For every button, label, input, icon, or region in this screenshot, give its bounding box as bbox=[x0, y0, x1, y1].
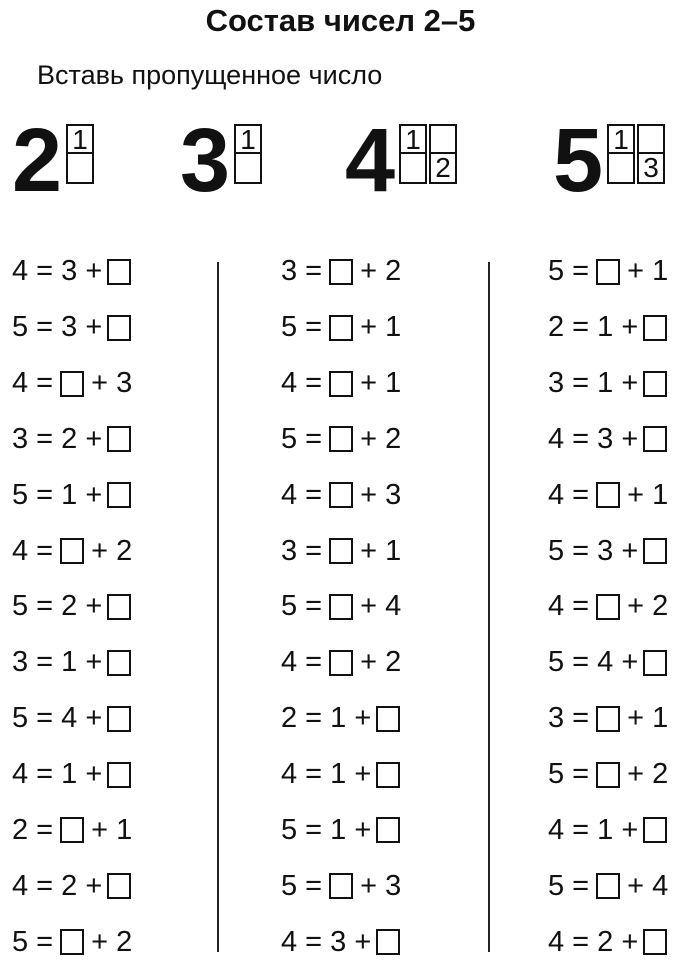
equation-row bbox=[548, 244, 668, 300]
answer-box[interactable] bbox=[329, 426, 353, 452]
equation-right: + 1 bbox=[360, 367, 402, 400]
equation-row bbox=[12, 802, 132, 858]
answer-box[interactable] bbox=[643, 426, 667, 452]
equation-left: 4 = bbox=[548, 590, 590, 623]
equation-row bbox=[281, 914, 401, 970]
answer-box[interactable] bbox=[60, 538, 84, 564]
equation-left: 2 = 1 + bbox=[548, 311, 639, 344]
equation-row bbox=[281, 858, 401, 914]
equation-left: 3 = bbox=[281, 534, 323, 567]
equation-row bbox=[12, 691, 132, 747]
equation-left: 3 = 1 + bbox=[548, 367, 639, 400]
equation-row bbox=[548, 579, 668, 635]
equation-row bbox=[12, 747, 132, 803]
answer-box[interactable] bbox=[329, 371, 353, 397]
equation-row bbox=[548, 300, 668, 356]
equation-left: 5 = 4 + bbox=[12, 702, 103, 735]
equation-left: 5 = bbox=[281, 869, 323, 902]
answer-box[interactable] bbox=[107, 650, 131, 676]
equation-row bbox=[281, 802, 401, 858]
equation-row bbox=[12, 523, 132, 579]
equation-left: 4 = bbox=[281, 478, 323, 511]
answer-box[interactable] bbox=[643, 538, 667, 564]
house-cell[interactable]: 3 bbox=[637, 154, 665, 184]
answer-box[interactable] bbox=[107, 259, 131, 285]
answer-box[interactable] bbox=[60, 929, 84, 955]
equation-right: + 1 bbox=[91, 813, 133, 846]
equation-row bbox=[281, 356, 401, 412]
house-cell[interactable]: 1 bbox=[234, 124, 262, 154]
house-number: 4 bbox=[345, 111, 396, 211]
equation-left: 5 = bbox=[281, 422, 323, 455]
equation-row bbox=[548, 635, 668, 691]
house-column bbox=[66, 124, 94, 184]
equation-left: 4 = 1 + bbox=[12, 758, 103, 791]
equation-right: + 3 bbox=[360, 869, 402, 902]
answer-box[interactable] bbox=[596, 594, 620, 620]
answer-box[interactable] bbox=[329, 594, 353, 620]
equation-left: 4 = bbox=[281, 646, 323, 679]
answer-box[interactable] bbox=[596, 873, 620, 899]
equation-right: + 1 bbox=[627, 255, 669, 288]
answer-box[interactable] bbox=[107, 762, 131, 788]
equation-right: + 3 bbox=[91, 367, 133, 400]
equation-right: + 4 bbox=[360, 590, 402, 623]
house-cell[interactable] bbox=[399, 154, 427, 184]
house-cell[interactable] bbox=[429, 124, 457, 154]
equation-left: 4 = 1 + bbox=[548, 813, 639, 846]
answer-box[interactable] bbox=[376, 817, 400, 843]
equation-left: 5 = bbox=[548, 869, 590, 902]
equation-row bbox=[281, 467, 401, 523]
equation-column-2 bbox=[281, 244, 401, 970]
equation-row bbox=[548, 412, 668, 468]
equation-row bbox=[548, 356, 668, 412]
equation-left: 2 = bbox=[12, 813, 54, 846]
equation-row bbox=[548, 914, 668, 970]
instruction-text: Вставь пропущенное число bbox=[37, 60, 383, 90]
equation-right: + 4 bbox=[627, 869, 669, 902]
answer-box[interactable] bbox=[596, 706, 620, 732]
equation-row bbox=[281, 579, 401, 635]
equation-row bbox=[548, 747, 668, 803]
equation-right: + 2 bbox=[91, 925, 133, 958]
equation-column-1 bbox=[12, 244, 132, 970]
answer-box[interactable] bbox=[329, 650, 353, 676]
house-cell[interactable] bbox=[234, 154, 262, 184]
answer-box[interactable] bbox=[643, 371, 667, 397]
answer-box[interactable] bbox=[643, 315, 667, 341]
answer-box[interactable] bbox=[596, 762, 620, 788]
answer-box[interactable] bbox=[329, 538, 353, 564]
answer-box[interactable] bbox=[60, 371, 84, 397]
equation-row bbox=[12, 579, 132, 635]
answer-box[interactable] bbox=[329, 482, 353, 508]
house-column bbox=[607, 124, 635, 184]
house-column bbox=[637, 124, 665, 184]
equation-left: 3 = 2 + bbox=[12, 422, 103, 455]
equation-row bbox=[281, 244, 401, 300]
answer-box[interactable] bbox=[107, 315, 131, 341]
answer-box[interactable] bbox=[596, 482, 620, 508]
house-column bbox=[429, 124, 457, 184]
equation-row bbox=[281, 691, 401, 747]
equation-right: + 2 bbox=[360, 255, 402, 288]
column-divider bbox=[217, 262, 219, 952]
equation-row bbox=[548, 802, 668, 858]
answer-box[interactable] bbox=[376, 706, 400, 732]
house-number: 2 bbox=[12, 111, 63, 211]
equation-row bbox=[281, 523, 401, 579]
equation-right: + 1 bbox=[627, 478, 669, 511]
equation-row bbox=[548, 523, 668, 579]
equation-right: + 1 bbox=[360, 311, 402, 344]
answer-box[interactable] bbox=[329, 873, 353, 899]
equation-row bbox=[281, 635, 401, 691]
house-cell[interactable]: 1 bbox=[399, 124, 427, 154]
house-cell[interactable]: 2 bbox=[429, 154, 457, 184]
equation-column-3 bbox=[548, 244, 668, 970]
equation-left: 5 = 1 + bbox=[12, 478, 103, 511]
equation-left: 3 = 1 + bbox=[12, 646, 103, 679]
house-cell[interactable]: 1 bbox=[66, 124, 94, 154]
equation-right: + 2 bbox=[360, 422, 402, 455]
house-cell[interactable]: 1 bbox=[607, 124, 635, 154]
number-house-2 bbox=[12, 111, 94, 211]
equation-left: 4 = 1 + bbox=[281, 758, 372, 791]
equation-row bbox=[12, 244, 132, 300]
equation-left: 5 = bbox=[548, 758, 590, 791]
answer-box[interactable] bbox=[643, 929, 667, 955]
equation-left: 5 = 3 + bbox=[12, 311, 103, 344]
number-house-4 bbox=[345, 111, 457, 211]
house-number: 3 bbox=[180, 111, 231, 211]
equation-left: 5 = bbox=[281, 590, 323, 623]
answer-box[interactable] bbox=[107, 594, 131, 620]
page-title: Состав чисел 2–5 bbox=[205, 3, 476, 38]
equation-left: 4 = bbox=[12, 367, 54, 400]
equation-right: + 2 bbox=[627, 758, 669, 791]
equation-left: 5 = 3 + bbox=[548, 534, 639, 567]
equation-left: 5 = 4 + bbox=[548, 646, 639, 679]
answer-box[interactable] bbox=[376, 929, 400, 955]
equation-right: + 3 bbox=[360, 478, 402, 511]
equation-left: 4 = 3 + bbox=[12, 255, 103, 288]
answer-box[interactable] bbox=[376, 762, 400, 788]
answer-box[interactable] bbox=[329, 315, 353, 341]
answer-box[interactable] bbox=[107, 482, 131, 508]
equation-left: 3 = bbox=[548, 702, 590, 735]
equation-right: + 1 bbox=[627, 702, 669, 735]
equation-left: 4 = 3 + bbox=[548, 422, 639, 455]
answer-box[interactable] bbox=[107, 426, 131, 452]
house-cell[interactable] bbox=[637, 124, 665, 154]
house-cell[interactable] bbox=[607, 154, 635, 184]
equation-row bbox=[12, 914, 132, 970]
equation-right: + 1 bbox=[360, 534, 402, 567]
answer-box[interactable] bbox=[60, 817, 84, 843]
answer-box[interactable] bbox=[107, 706, 131, 732]
equation-row bbox=[12, 356, 132, 412]
number-house-5 bbox=[553, 111, 665, 211]
answer-box[interactable] bbox=[643, 817, 667, 843]
answer-box[interactable] bbox=[643, 650, 667, 676]
equation-right: + 2 bbox=[91, 534, 133, 567]
house-column bbox=[234, 124, 262, 184]
equation-left: 4 = bbox=[281, 367, 323, 400]
answer-box[interactable] bbox=[329, 259, 353, 285]
equation-row bbox=[12, 300, 132, 356]
equation-row bbox=[12, 635, 132, 691]
equation-row bbox=[12, 412, 132, 468]
equation-left: 5 = bbox=[548, 255, 590, 288]
equation-row bbox=[548, 691, 668, 747]
equation-right: + 2 bbox=[360, 646, 402, 679]
house-number: 5 bbox=[553, 111, 604, 211]
equation-right: + 2 bbox=[627, 590, 669, 623]
equation-left: 3 = bbox=[281, 255, 323, 288]
equation-left: 4 = bbox=[548, 478, 590, 511]
equation-row bbox=[548, 467, 668, 523]
equation-left: 4 = 2 + bbox=[548, 925, 639, 958]
equation-row bbox=[281, 412, 401, 468]
column-divider bbox=[488, 262, 490, 952]
equation-left: 4 = 3 + bbox=[281, 925, 372, 958]
answer-box[interactable] bbox=[107, 873, 131, 899]
equation-left: 5 = 2 + bbox=[12, 590, 103, 623]
equation-left: 4 = bbox=[12, 534, 54, 567]
equation-left: 4 = 2 + bbox=[12, 869, 103, 902]
equation-row bbox=[12, 467, 132, 523]
equation-row bbox=[548, 858, 668, 914]
equation-left: 5 = bbox=[281, 311, 323, 344]
equation-row bbox=[12, 858, 132, 914]
house-column bbox=[399, 124, 427, 184]
number-house-3 bbox=[180, 111, 262, 211]
equation-left: 5 = 1 + bbox=[281, 813, 372, 846]
equation-row bbox=[281, 300, 401, 356]
equation-left: 2 = 1 + bbox=[281, 702, 372, 735]
answer-box[interactable] bbox=[596, 259, 620, 285]
equation-row bbox=[281, 747, 401, 803]
equation-left: 5 = bbox=[12, 925, 54, 958]
house-cell[interactable] bbox=[66, 154, 94, 184]
